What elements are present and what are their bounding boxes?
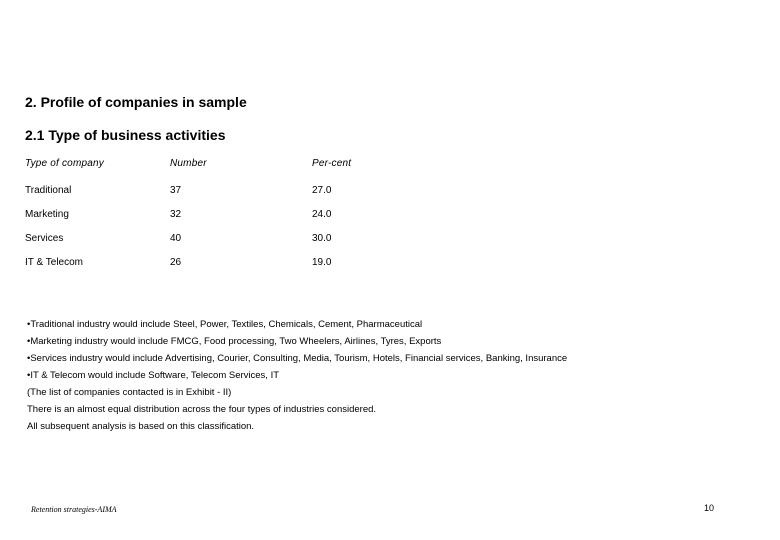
- note-marketing: •Marketing industry would include FMCG, Food processing, Two Wheelers, Airlines, Tyres, Exports: [27, 336, 442, 347]
- row-number: 37: [170, 185, 182, 196]
- row-percent: 24.0: [312, 209, 332, 220]
- row-percent: 30.0: [312, 233, 332, 244]
- note-exhibit-reference: (The list of companies contacted is in Exhibit - II): [27, 387, 232, 398]
- row-percent: 19.0: [312, 257, 332, 268]
- row-number: 32: [170, 209, 182, 220]
- row-percent: 27.0: [312, 185, 332, 196]
- table-row: [25, 208, 385, 232]
- page-number: 10: [703, 503, 714, 513]
- note-distribution: There is an almost equal distribution across the four types of industries considered.: [27, 404, 377, 415]
- note-traditional: •Traditional industry would include Steel, Power, Textiles, Chemicals, Cement, Pharmaceutical: [27, 319, 423, 330]
- row-type: IT & Telecom: [25, 257, 83, 268]
- subsection-title: 2.1 Type of business activities: [25, 127, 226, 143]
- footer-caption: Retention strategies-AIMA: [31, 505, 117, 514]
- note-classification: All subsequent analysis is based on this classification.: [27, 421, 255, 432]
- table-row: [25, 256, 385, 280]
- notes-block: [27, 318, 747, 437]
- row-type: Traditional: [25, 185, 72, 196]
- header-type-of-company: Type of company: [25, 158, 104, 169]
- section-title: 2. Profile of companies in sample: [25, 94, 247, 110]
- row-type: Services: [25, 233, 64, 244]
- note-it-telecom: •IT & Telecom would include Software, Telecom Services, IT: [27, 370, 280, 381]
- row-number: 26: [170, 257, 182, 268]
- table-row: [25, 184, 385, 208]
- note-services: •Services industry would include Advertising, Courier, Consulting, Media, Tourism, Hotels, Financial services, Banking, Insurance: [27, 353, 568, 364]
- table-row: [25, 232, 385, 256]
- header-per-cent: Per-cent: [312, 158, 352, 169]
- row-type: Marketing: [25, 209, 69, 220]
- table-header-row: [25, 157, 385, 184]
- row-number: 40: [170, 233, 182, 244]
- header-number: Number: [170, 158, 207, 169]
- business-activity-table: [25, 157, 385, 280]
